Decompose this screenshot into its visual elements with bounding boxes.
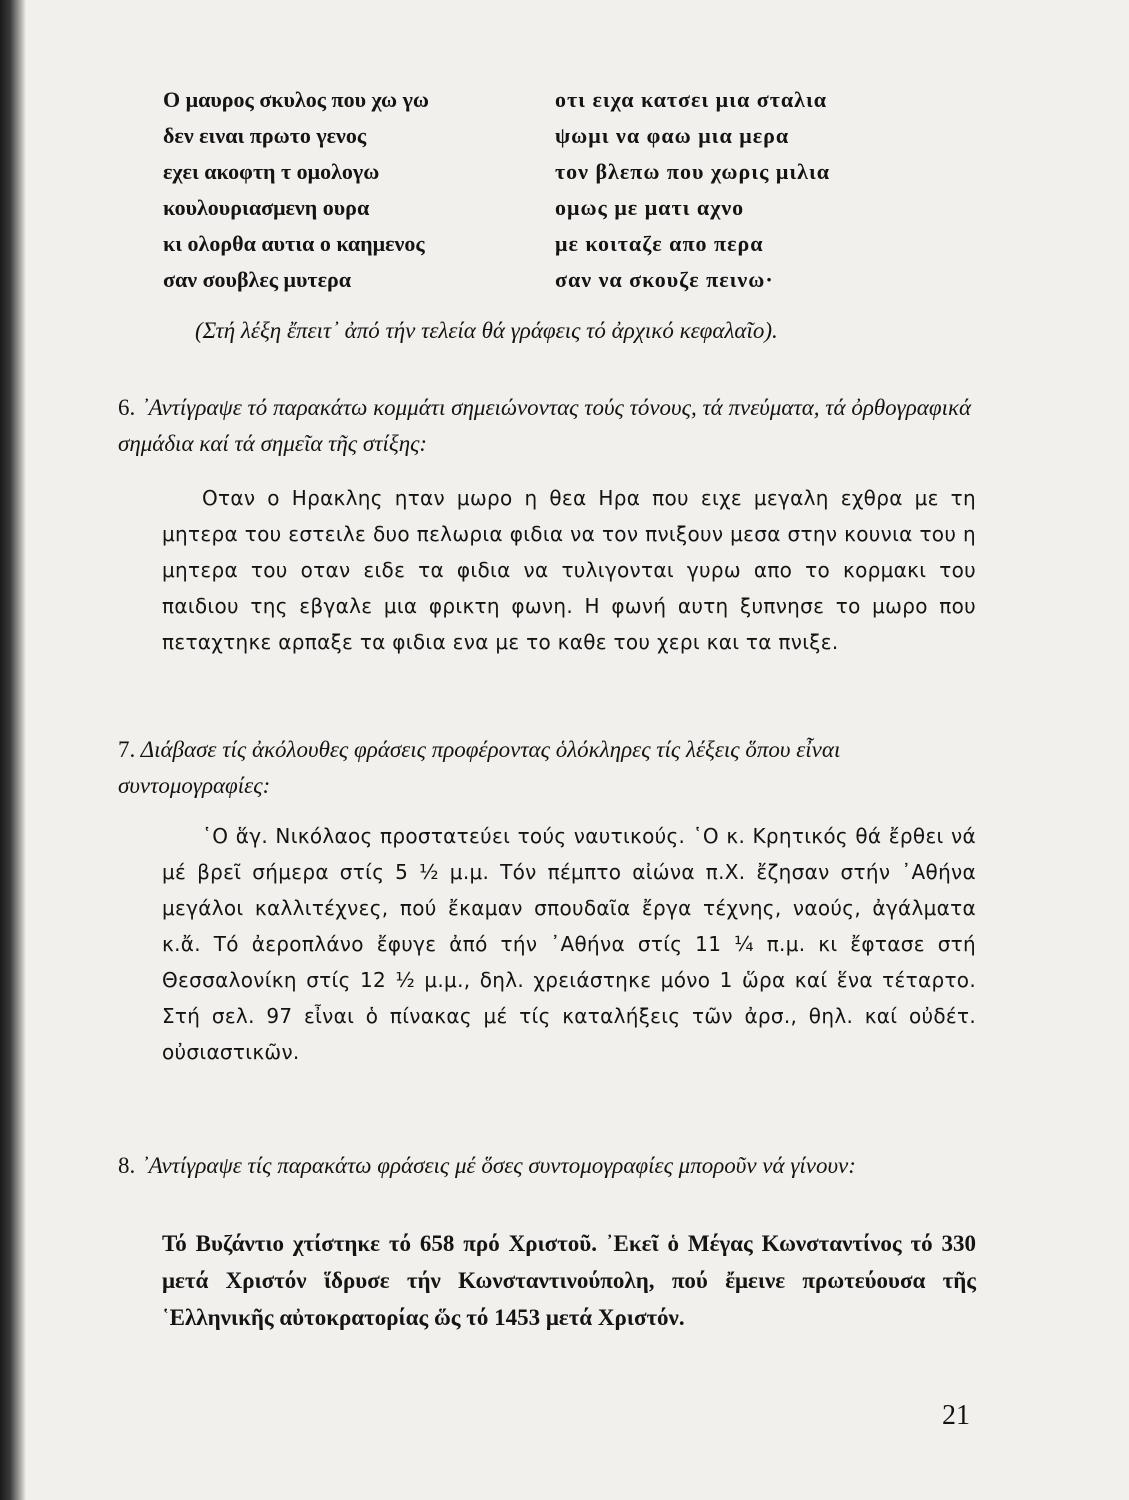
exercise-number: 8. <box>118 1153 136 1178</box>
poem-line: τον βλεπω που χωρις μιλια <box>555 159 831 184</box>
exercise-6-instruction <box>118 390 978 462</box>
poem-line: ψωμι να φαω μια μερα <box>555 123 790 148</box>
poem-line: κι ολορθα αυτια ο καημενος <box>163 231 425 256</box>
poem-line: με κοιταζε απο περα <box>555 231 764 256</box>
exercise-instruction-text: Διάβασε τίς ἀκόλουθες φράσεις προφέροντας ὁλόκληρες τίς λέξεις ὅπου εἶναι συντομογραφίες: <box>118 737 841 798</box>
exercise-number: 6. <box>118 395 136 420</box>
poem-line: ομως με ματι αχνο <box>555 195 745 220</box>
poem-line: σαν να σκουζε πεινω· <box>555 267 774 292</box>
exercise-number: 7. <box>118 737 136 762</box>
poem-line: εχει ακοφτη τ ομολογω <box>163 159 380 184</box>
exercise-8-instruction <box>118 1148 978 1184</box>
exercise-6-passage: Οταν ο Ηρακλης ηταν μωρο η θεα Ηρα που ειχε μεγαλη εχθρα με τη μητερα του εστειλε δυο πελωρια φιδια να τον πνιξουν μεσα στην κουνια του η μητερα του οταν ειδε τα φιδια να τυλιγονται γυρω απο το κορμακι του παιδιου της εβγαλε μια φρικτη φωνη. Η φωνή αυτη ξυπνησε το μωρο που πεταχτηκε αρπαξε τα φιδια ενα με το καθε του χερι και τα πνιξε. <box>162 486 976 654</box>
poem-left-column <box>163 82 429 298</box>
exercise-7-instruction <box>118 732 978 804</box>
book-gutter-shadow <box>0 0 26 1500</box>
capitalization-note: (Στή λέξη ἔπειτ᾽ ἀπό τήν τελεία θά γράφεις τό ἀρχικό κεφαλαῖο). <box>195 318 778 343</box>
exercise-instruction-text: ᾽Αντίγραψε τό παρακάτω κομμάτι σημειώνοντας τούς τόνους, τά πνεύματα, τά ὀρθογραφικά σημάδια καί τά σημεῖα τῆς στίξης: <box>118 395 972 456</box>
poem-line: δεν ειναι πρωτο γενος <box>163 123 367 148</box>
exercise-instruction-text: ᾽Αντίγραψε τίς παρακάτω φράσεις μέ ὅσες συντομογραφίες μποροῦν νά γίνουν: <box>141 1153 856 1178</box>
poem-line: Ο μαυρος σκυλος που χω γω <box>163 87 429 112</box>
exercise-7-passage: ῾Ο ἅγ. Νικόλαος προστατεύει τούς ναυτικούς. ῾Ο κ. Κρητικός θά ἔρθει νά μέ βρεῖ σήμερα στίς 5 ½ μ.μ. Τόν πέμπτο αἰώνα π.Χ. ἔζησαν στήν ᾽Αθήνα μεγάλοι καλλιτέχνες, πού ἔκαμαν σπουδαῖα ἔργα τέχνης, ναούς, ἀγάλματα κ.ἄ. Τό ἀεροπλάνο ἔφυγε ἀπό τήν ᾽Αθήνα στίς 11 ¼ π.μ. κι ἔφτασε στή Θεσσαλονίκη στίς 12 ½ μ.μ., δηλ. χρειάστηκε μόνο 1 ὥρα καί ἕνα τέταρτο. Στή σελ. 97 εἶναι ὁ πίνακας μέ τίς καταλήξεις τῶν ἀρσ., θηλ. καί οὐδέτ. οὐσιαστικῶν. <box>162 824 976 1064</box>
poem-right-column <box>555 82 830 298</box>
page-number: 21 <box>942 1400 970 1431</box>
poem-line: σαν σουβλες μυτερα <box>163 267 352 292</box>
poem-line: κουλουριασμενη ουρα <box>163 195 370 220</box>
exercise-8-passage: Τό Βυζάντιο χτίστηκε τό 658 πρό Χριστοῦ. ᾽Εκεῖ ὁ Μέγας Κωνσταντίνος τό 330 μετά Χριστόν ἵδρυσε τήν Κωνσταντινούπολη, πού ἔμεινε πρωτεύουσα τῆς ῾Ελληνικῆς αὐτοκρατορίας ὥς τό 1453 μετά Χριστόν. <box>162 1231 976 1330</box>
poem-line: οτι ειχα κατσει μια σταλια <box>555 87 828 112</box>
